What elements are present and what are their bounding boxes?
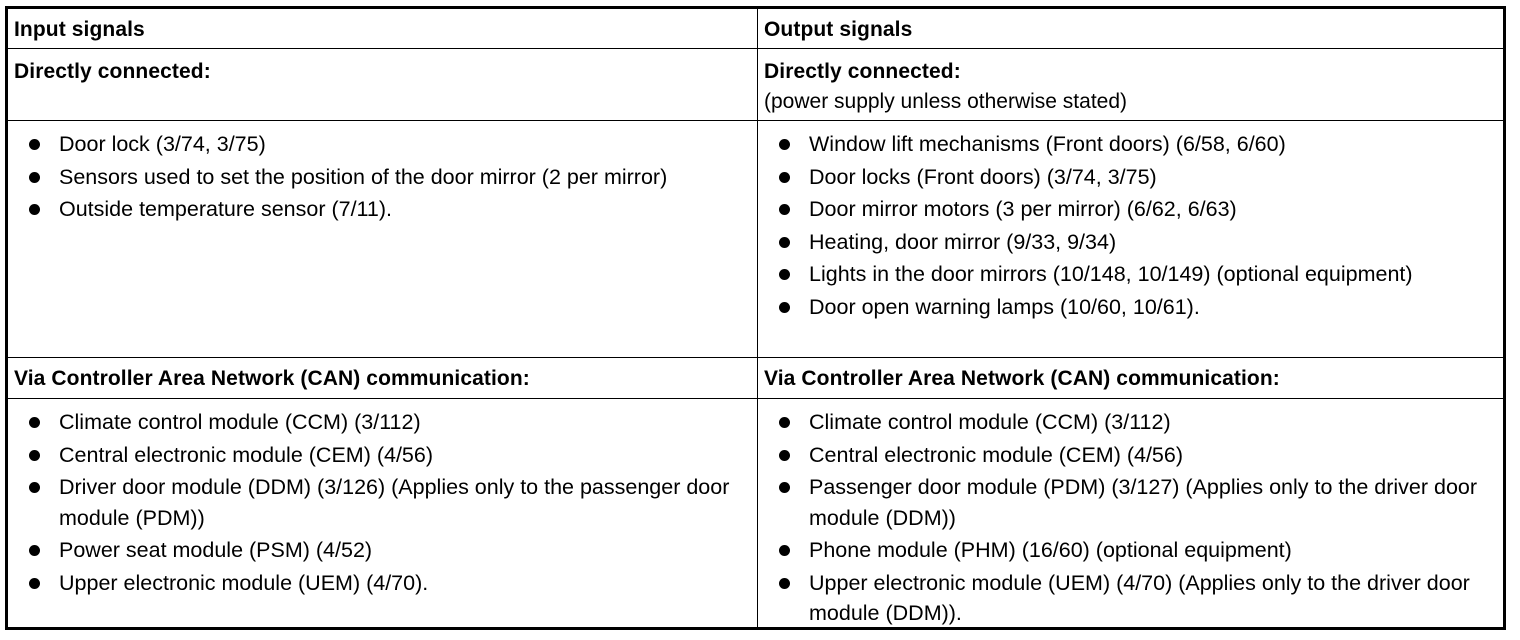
list-item xyxy=(758,292,1488,323)
list-item xyxy=(758,162,1488,193)
output-direct-list-cell xyxy=(758,129,1488,324)
list-item xyxy=(758,259,1488,290)
input-direct-title-cell xyxy=(14,57,752,87)
list-item xyxy=(8,162,738,193)
input-can-list xyxy=(8,407,738,598)
list-item xyxy=(758,440,1488,471)
list-item-text: Heating, door mirror (9/33, 9/34) xyxy=(809,229,1117,254)
bullet-icon xyxy=(779,172,790,183)
list-item-text: Central electronic module (CEM) (4/56) xyxy=(59,442,433,467)
bullet-icon xyxy=(779,482,790,493)
list-item xyxy=(8,568,738,599)
list-item xyxy=(8,535,738,566)
output-can-list-cell xyxy=(758,407,1488,631)
list-item-text: Door locks (Front doors) (3/74, 3/75) xyxy=(809,164,1157,189)
list-item-text: Outside temperature sensor (7/11). xyxy=(59,197,393,221)
list-item-text: Door lock (3/74, 3/75) xyxy=(59,132,266,156)
bullet-icon xyxy=(29,417,40,428)
bullet-icon xyxy=(779,139,790,150)
list-item xyxy=(8,129,738,160)
bullet-icon xyxy=(779,578,790,589)
input-can-title: Via Controller Area Network (CAN) communication: xyxy=(14,367,530,390)
row-divider xyxy=(8,398,1503,399)
list-item xyxy=(758,472,1488,533)
bullet-icon xyxy=(29,482,40,493)
bullet-icon xyxy=(779,269,790,280)
list-item-text: Central electronic module (CEM) (4/56) xyxy=(809,442,1183,467)
signals-table xyxy=(5,6,1506,630)
row-divider xyxy=(8,48,1503,49)
list-item xyxy=(758,407,1488,438)
bullet-icon xyxy=(779,450,790,461)
list-item-text: Lights in the door mirrors (10/148, 10/149) (optional equipment) xyxy=(809,262,1413,286)
output-signals-header: Output signals xyxy=(764,18,913,41)
input-signals-header: Input signals xyxy=(14,18,145,41)
list-item-text: Window lift mechanisms (Front doors) (6/58, 6/60) xyxy=(809,132,1286,156)
bullet-icon xyxy=(779,417,790,428)
input-direct-list-cell xyxy=(8,129,738,227)
output-direct-list xyxy=(758,129,1488,322)
list-item xyxy=(758,227,1488,258)
output-can-title: Via Controller Area Network (CAN) communication: xyxy=(764,367,1280,390)
input-direct-title: Directly connected: xyxy=(14,60,211,83)
list-item xyxy=(8,472,738,533)
list-item-text: Driver door module (DDM) (3/126) (Applies only to the passenger door module (PDM)) xyxy=(59,475,730,530)
row-divider xyxy=(8,120,1503,121)
list-item xyxy=(758,568,1488,629)
list-item-text: Sensors used to set the position of the door mirror (2 per mirror) xyxy=(59,164,668,189)
list-item-text: Upper electronic module (UEM) (4/70) (Applies only to the driver door module (DDM)). xyxy=(809,570,1470,625)
list-item-text: Climate control module (CCM) (3/112) xyxy=(59,410,421,434)
list-item xyxy=(758,129,1488,160)
list-item-text: Door open warning lamps (10/60, 10/61). xyxy=(809,294,1200,319)
bullet-icon xyxy=(779,545,790,556)
list-item-text: Door mirror motors (3 per mirror) (6/62, 6/63) xyxy=(809,197,1237,221)
list-item xyxy=(758,194,1488,225)
output-direct-title: Directly connected: xyxy=(764,60,961,83)
bullet-icon xyxy=(779,302,790,313)
input-direct-list xyxy=(8,129,738,225)
list-item-text: Upper electronic module (UEM) (4/70). xyxy=(59,570,429,595)
list-item xyxy=(8,407,738,438)
list-item-text: Phone module (PHM) (16/60) (optional equipment) xyxy=(809,538,1292,562)
bullet-icon xyxy=(29,578,40,589)
list-item xyxy=(8,440,738,471)
bullet-icon xyxy=(779,204,790,215)
output-direct-title-cell xyxy=(764,57,1502,117)
bullet-icon xyxy=(29,172,40,183)
bullet-icon xyxy=(29,204,40,215)
bullet-icon xyxy=(779,237,790,248)
output-can-list xyxy=(758,407,1488,629)
bullet-icon xyxy=(29,139,40,150)
bullet-icon xyxy=(29,450,40,461)
list-item xyxy=(758,535,1488,566)
input-can-list-cell xyxy=(8,407,738,600)
output-direct-note: (power supply unless otherwise stated) xyxy=(764,90,1128,113)
bullet-icon xyxy=(29,545,40,556)
row-divider xyxy=(8,357,1503,358)
list-item-text: Climate control module (CCM) (3/112) xyxy=(809,410,1171,434)
list-item-text: Power seat module (PSM) (4/52) xyxy=(59,538,373,562)
list-item-text: Passenger door module (PDM) (3/127) (Applies only to the driver door module (DDM)) xyxy=(809,475,1478,530)
list-item xyxy=(8,194,738,225)
